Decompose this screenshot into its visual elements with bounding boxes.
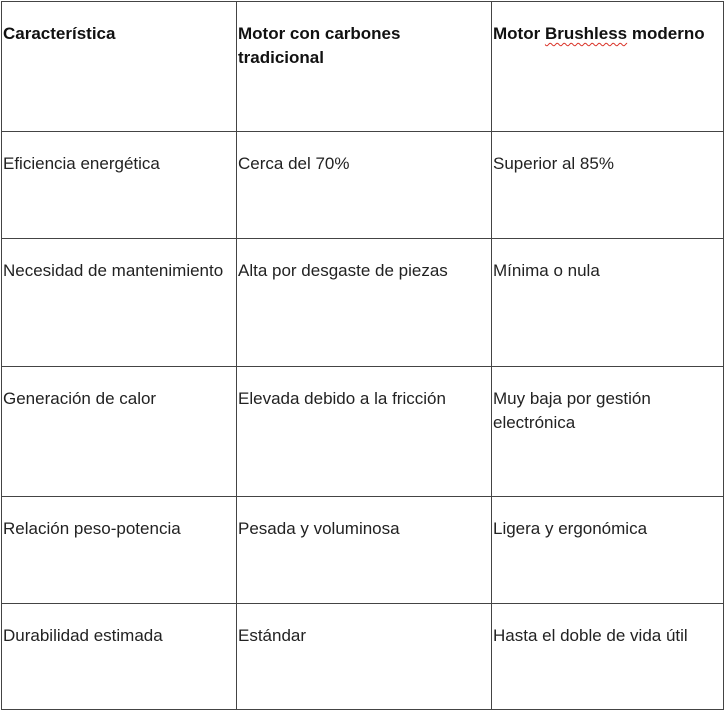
table-cell[interactable]: Pesada y voluminosa [237,497,492,604]
table-cell[interactable]: Superior al 85% [492,132,724,239]
table-cell[interactable]: Eficiencia energética [2,132,237,239]
table-cell[interactable]: Relación peso-potencia [2,497,237,604]
table-row [2,239,724,367]
table-cell[interactable]: Ligera y ergonómica [492,497,724,604]
table-cell[interactable]: Cerca del 70% [237,132,492,239]
header-cell-brushless-motor[interactable] [492,2,724,132]
comparison-table [1,1,724,710]
table-cell[interactable]: Necesidad de mantenimiento [2,239,237,367]
table-row [2,132,724,239]
table-cell[interactable]: Estándar [237,604,492,710]
table-cell[interactable]: Mínima o nula [492,239,724,367]
table-row [2,497,724,604]
table-header-row [2,2,724,132]
table-cell[interactable]: Alta por desgaste de piezas [237,239,492,367]
table-cell[interactable]: Generación de calor [2,367,237,497]
header-text-suffix: moderno [627,24,705,43]
table-cell[interactable]: Durabilidad estimada [2,604,237,710]
header-text-prefix: Motor [493,24,545,43]
table-cell[interactable]: Muy baja por gestión electrónica [492,367,724,497]
table-cell[interactable]: Hasta el doble de vida útil [492,604,724,710]
header-cell-brushed-motor[interactable]: Motor con carbones tradicional [237,2,492,132]
table-cell[interactable]: Elevada debido a la fricción [237,367,492,497]
table-row [2,367,724,497]
table-row [2,604,724,710]
spellcheck-flagged-word[interactable]: Brushless [544,24,628,43]
header-cell-feature[interactable]: Característica [2,2,237,132]
